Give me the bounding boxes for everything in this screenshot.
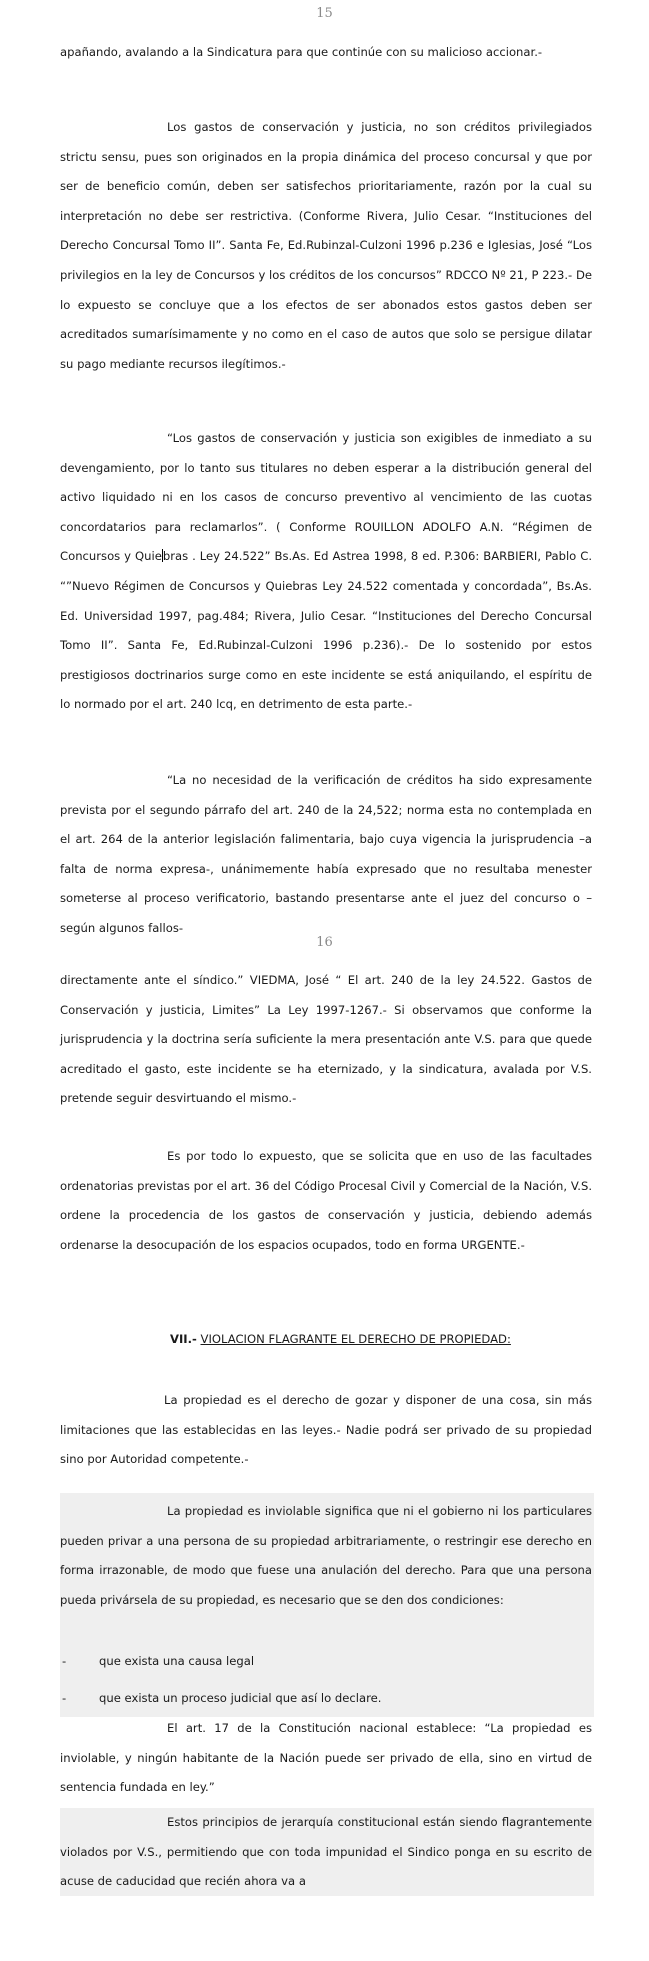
- paragraph-text-part2: bras . Ley 24.522” Bs.As. Ed Astrea 1998, 8 ed. P.306: BARBIERI, Pablo C. “”Nuevo Régimen de Concursos y Quiebras Ley 24.522 comentada y concordada”, Bs.As. Ed. Universidad 1997, pag.484; Rivera, Julio Cesar. “Instituciones del Derecho Concursal Tomo II”. Santa Fe, Ed.Rubinzal-Culzoni 1996 p.236).- De lo sostenido por estos prestigiosos doctrinarios surge como en este incidente se está aniquilando, el espíritu de lo normado por el art. 240 lcq, en detrimento de esta parte.-: [60, 549, 593, 712]
- list-item: [62, 1688, 381, 1708]
- paragraph-text: Estos principios de jerarquía constitucional están siendo flagrantemente violados por V.S., permitiendo que con toda impunidad el Sindico ponga en su escrito de acuse de caducidad que recién ahora va a: [60, 1815, 592, 1889]
- paragraph-solicitud: [60, 1142, 592, 1260]
- section-title: VIOLACION FLAGRANTE EL DERECHO DE PROPIEDAD:: [200, 1332, 511, 1346]
- list-dash: -: [62, 1654, 67, 1668]
- paragraph-text: Los gastos de conservación y justicia, no son créditos privilegiados strictu sensu, pues son originados en la propia dinámica del proceso concursal y que por ser de beneficio común, deben ser satisfechos prioritariamente, razón por la cual su interpretación no debe ser restrictiva. (Conforme Rivera, Julio Cesar. “Instituciones del Derecho Concursal Tomo II”. Santa Fe, Ed.Rubinzal-Culzoni 1996 p.236 e Iglesias, José “Los privilegios en la ley de Concursos y los créditos de los concursos” RDCCO Nº 21, P 223.- De lo expuesto se concluye que a los efectos de ser abonados estos gastos deben ser acreditados sumarísimamente y no como en el caso de autos que solo se persigue dilatar su pago mediante recursos ilegítimos.-: [60, 120, 592, 371]
- page-number-15: 15: [316, 6, 333, 21]
- paragraph-definicion-propiedad: [60, 1386, 592, 1475]
- list-dash: -: [62, 1691, 67, 1705]
- paragraph-text: La propiedad es el derecho de gozar y disponer de una cosa, sin más limitaciones que las establecidas en las leyes.- Nadie podrá ser privado de su propiedad sino por Autoridad competente.-: [60, 1393, 592, 1467]
- paragraph-principios: [60, 1808, 592, 1897]
- paragraph-text-part1: “Los gastos de conservación y justicia son exigibles de inmediato a su devengamiento, por lo tanto sus titulares no deben esperar a la distribución general del activo liquidado ni en los casos de concurso preventivo al vencimiento de las cuotas concordatarios para reclamarlos”. ( Conforme ROUILLON ADOLFO A.N. “Régimen de Concursos y Quie: [60, 431, 592, 564]
- paragraph-text: “La no necesidad de la verificación de créditos ha sido expresamente prevista por el segundo párrafo del art. 240 de la 24,522; norma esta no contemplada en el art. 264 de la anterior legislación falimentaria, bajo cuya vigencia la jurisprudencia –a falta de norma expresa-, unánimemente había expresado que no resultaba menester someterse al proceso verificatorio, bastando presentarse ante el juez del concurso o –según algunos fallos-: [60, 773, 592, 935]
- paragraph-quote-verificacion: [60, 766, 592, 944]
- paragraph-text: La propiedad es inviolable significa que ni el gobierno ni los particulares pueden privar a una persona de su propiedad arbitrariamente, o restringir ese derecho en forma irrazonable, de modo que fuese una anulación del derecho. Para que una persona pueda privársela de su propiedad, es necesario que se den dos condiciones:: [60, 1504, 592, 1607]
- section-heading: [170, 1329, 511, 1349]
- list-item: [62, 1651, 254, 1671]
- list-item-text: que exista una causa legal: [99, 1654, 255, 1668]
- paragraph-quote-exigibles: [60, 424, 592, 720]
- paragraph-gastos-conservacion: [60, 113, 592, 379]
- page-number-16: 16: [316, 935, 333, 950]
- paragraph-viedma: directamente ante el síndico.” VIEDMA, José “ El art. 240 de la ley 24.522. Gastos de Conservación y justicia, Limites” La Ley 1997-1267.- Si observamos que conforme la jurisprudencia y la doctrina sería suficiente la mera presentación ante V.S. para que quede acreditado el gasto, este incidente se ha eternizado, y la sindicatura, avalada por V.S. pretende seguir desvirtuando el mismo.-: [60, 973, 592, 1106]
- paragraph-text: El art. 17 de la Constitución nacional establece: “La propiedad es inviolable, y ningún habitante de la Nación puede ser privado de ella, sino en virtud de sentencia fundada en ley.”: [60, 1721, 592, 1795]
- list-item-text: que exista un proceso judicial que así lo declare.: [99, 1691, 382, 1705]
- section-number: VII.-: [170, 1332, 197, 1346]
- paragraph-text: Es por todo lo expuesto, que se solicita que en uso de las facultades ordenatorias previstas por el art. 36 del Código Procesal Civil y Comercial de la Nación, V.S. ordene la procedencia de los gastos de conservación y justicia, debiendo además ordenarse la desocupación de los espacios ocupados, todo en forma URGENTE.-: [60, 1149, 592, 1252]
- paragraph-continuation: apañando, avalando a la Sindicatura para que continúe con su malicioso accionar.-: [60, 45, 543, 59]
- paragraph-art-17: [60, 1714, 592, 1803]
- paragraph-inviolable: [60, 1497, 592, 1615]
